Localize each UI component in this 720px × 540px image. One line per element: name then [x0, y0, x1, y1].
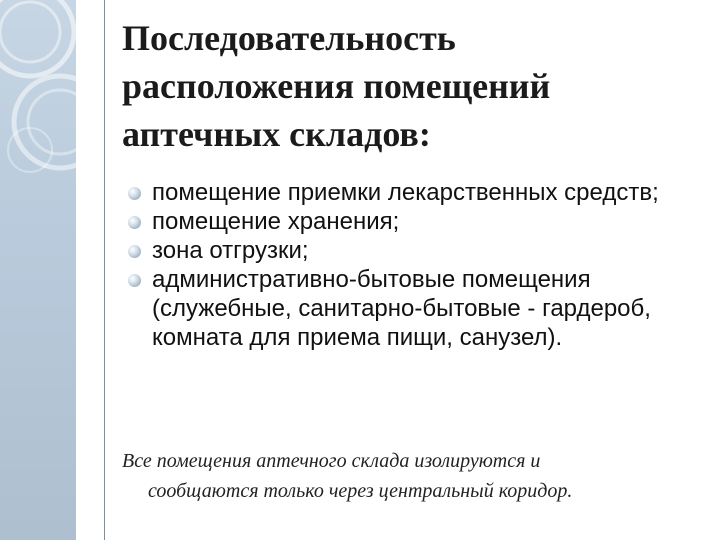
bullet-text: помещение хранения;: [152, 208, 400, 235]
bullet-item: [128, 265, 698, 352]
circle-bullet-icon: [128, 216, 141, 229]
bullet-text: зона отгрузки;: [152, 237, 309, 264]
slide-title: [122, 14, 702, 158]
title-line: расположения помещений: [122, 66, 551, 106]
circle-bullet-icon: [128, 274, 141, 287]
footnote-line: Все помещения аптечного склада изолируются и: [122, 450, 541, 472]
footnote-line: сообщаются только через центральный коридор.: [148, 480, 573, 502]
circle-bullet-icon: [128, 187, 141, 200]
circle-bullet-icon: [128, 245, 141, 258]
bullet-text: административно-бытовые помещения (служебные, санитарно-бытовые - гардероб, комната для приема пищи, санузел).: [152, 266, 651, 351]
bullet-list: [128, 178, 698, 352]
footnote: [122, 446, 682, 506]
bullet-text: помещение приемки лекарственных средств;: [152, 179, 659, 206]
decorative-sidebar: [0, 0, 76, 540]
bullet-item: [128, 207, 698, 236]
title-line: аптечных складов:: [122, 114, 431, 154]
bullet-item: [128, 178, 698, 207]
bullet-item: [128, 236, 698, 265]
sidebar-divider: [104, 0, 105, 540]
title-line: Последовательность: [122, 18, 456, 58]
concentric-circles-decoration: [0, 0, 76, 540]
